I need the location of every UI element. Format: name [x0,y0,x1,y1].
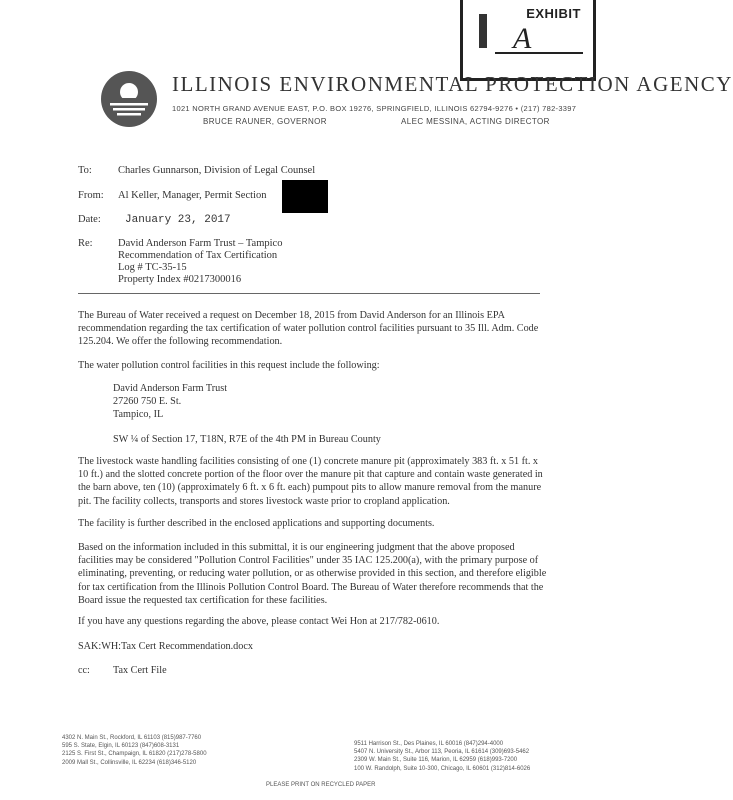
footer-office: 2009 Mall St., Collinsville, IL 62234 (618)346-5120 [62,759,197,766]
director-name: ALEC MESSINA, ACTING DIRECTOR [401,117,550,126]
header-divider [78,293,540,294]
exhibit-title: EXHIBIT [526,6,581,21]
facility-location: SW ¼ of Section 17, T18N, R7E of the 4th PM in Bureau County [113,434,381,445]
facility-line: 27260 750 E. St. [113,396,182,408]
footer-left-offices [62,734,207,767]
facility-address [113,382,227,422]
re-line: David Anderson Farm Trust – Tampico [118,238,283,249]
facility-line: David Anderson Farm Trust [113,383,228,394]
cc-value: Tax Cert File [113,665,167,676]
re-line: Recommendation of Tax Certification [118,250,278,261]
footer-office: 2309 W. Main St., Suite 116, Marion, IL 62959 (618)993-7200 [354,757,518,764]
re-line: Property Index #0217300016 [118,274,242,285]
re-line: Log # TC-35-15 [118,262,187,273]
cc-label: cc: [78,665,90,676]
to-label: To: [78,165,92,176]
re-label: Re: [78,238,93,249]
footer-office: 595 S. State, Elgin, IL 60123 (847)608-3131 [62,743,180,750]
paragraph-facilities-intro: The water pollution control facilities in this request include the following: [78,360,380,371]
governor-name: BRUCE RAUNER, GOVERNOR [203,117,327,126]
exhibit-side-mark [479,14,487,48]
date-value: January 23, 2017 [125,214,231,226]
to-value: Charles Gunnarson, Division of Legal Counsel [118,165,316,176]
iepa-logo [100,70,158,128]
paragraph-contact: If you have any questions regarding the above, please contact Wei Hon at 217/782-0610. [78,616,440,627]
facility-line: Tampico, IL [113,409,164,421]
re-block [118,238,282,286]
paragraph-further-described: The facility is further described in the enclosed applications and supporting documents. [78,518,435,529]
paragraph-description: The livestock waste handling facilities consisting of one (1) concrete manure pit (approximately 383 ft. x 51 ft. x 10 ft.) and the slotted concrete portion of the floor over the manure pit that capture and contain waste generated in the barn above, ten (10) (approximately 6 ft. x 6 ft. each) pumpout pits to allow manure removal from the manure pit. The facility collects, transports and stores livestock waste prior to cropland application. [78,456,543,507]
footer-office: 5407 N. University St., Arbor 113, Peoria, IL 61614 (309)693-5462 [354,749,530,756]
date-label: Date: [78,214,101,225]
agency-name: ILLINOIS ENVIRONMENTAL PROTECTION AGENCY [172,72,733,96]
footer-right-offices [354,740,530,773]
footer-office: 9511 Harrison St., Des Plaines, IL 60016 (847)294-4000 [354,741,504,747]
exhibit-sticker [460,0,596,81]
exhibit-letter: A [513,22,532,55]
from-value: Al Keller, Manager, Permit Section [118,190,267,201]
exhibit-underline [495,52,583,54]
paragraph-judgment: Based on the information included in this submittal, it is our engineering judgment that the above proposed facilities may be considered "Pollution Control Facilities" under 35 IAC 125.200(a), with the primary purpose of eliminating, preventing, or reducing water pollution, or as otherwise provided in this section, and therefore eligible for tax certification from the Illinois Pollution Control Board. The Bureau of Water therefore recommends that the Board issue the requested tax certification for these facilities. [78,542,547,606]
reference-initials: SAK:WH:Tax Cert Recommendation.docx [78,641,253,652]
paragraph-request: The Bureau of Water received a request on December 18, 2015 from David Anderson for an Illinois EPA recommendation regarding the tax certification of water pollution control facilities pursuant to 35 Ill. Adm. Code 125.204. We offer the following recommendation. [78,310,539,348]
footer-office: 2125 S. First St., Champaign, IL 61820 (217)278-5800 [62,751,207,758]
agency-address: 1021 NORTH GRAND AVENUE EAST, P.O. BOX 19276, SPRINGFIELD, ILLINOIS 62794-9276 • (217) 782-3397 [172,104,577,113]
redaction-box [282,180,328,213]
from-label: From: [78,190,104,201]
footer-office: 4302 N. Main St., Rockford, IL 61103 (815)987-7760 [62,735,202,741]
footer-office: 100 W. Randolph, Suite 10-300, Chicago, IL 60601 (312)814-6026 [354,765,531,772]
recycled-paper-note: PLEASE PRINT ON RECYCLED PAPER [266,782,376,788]
